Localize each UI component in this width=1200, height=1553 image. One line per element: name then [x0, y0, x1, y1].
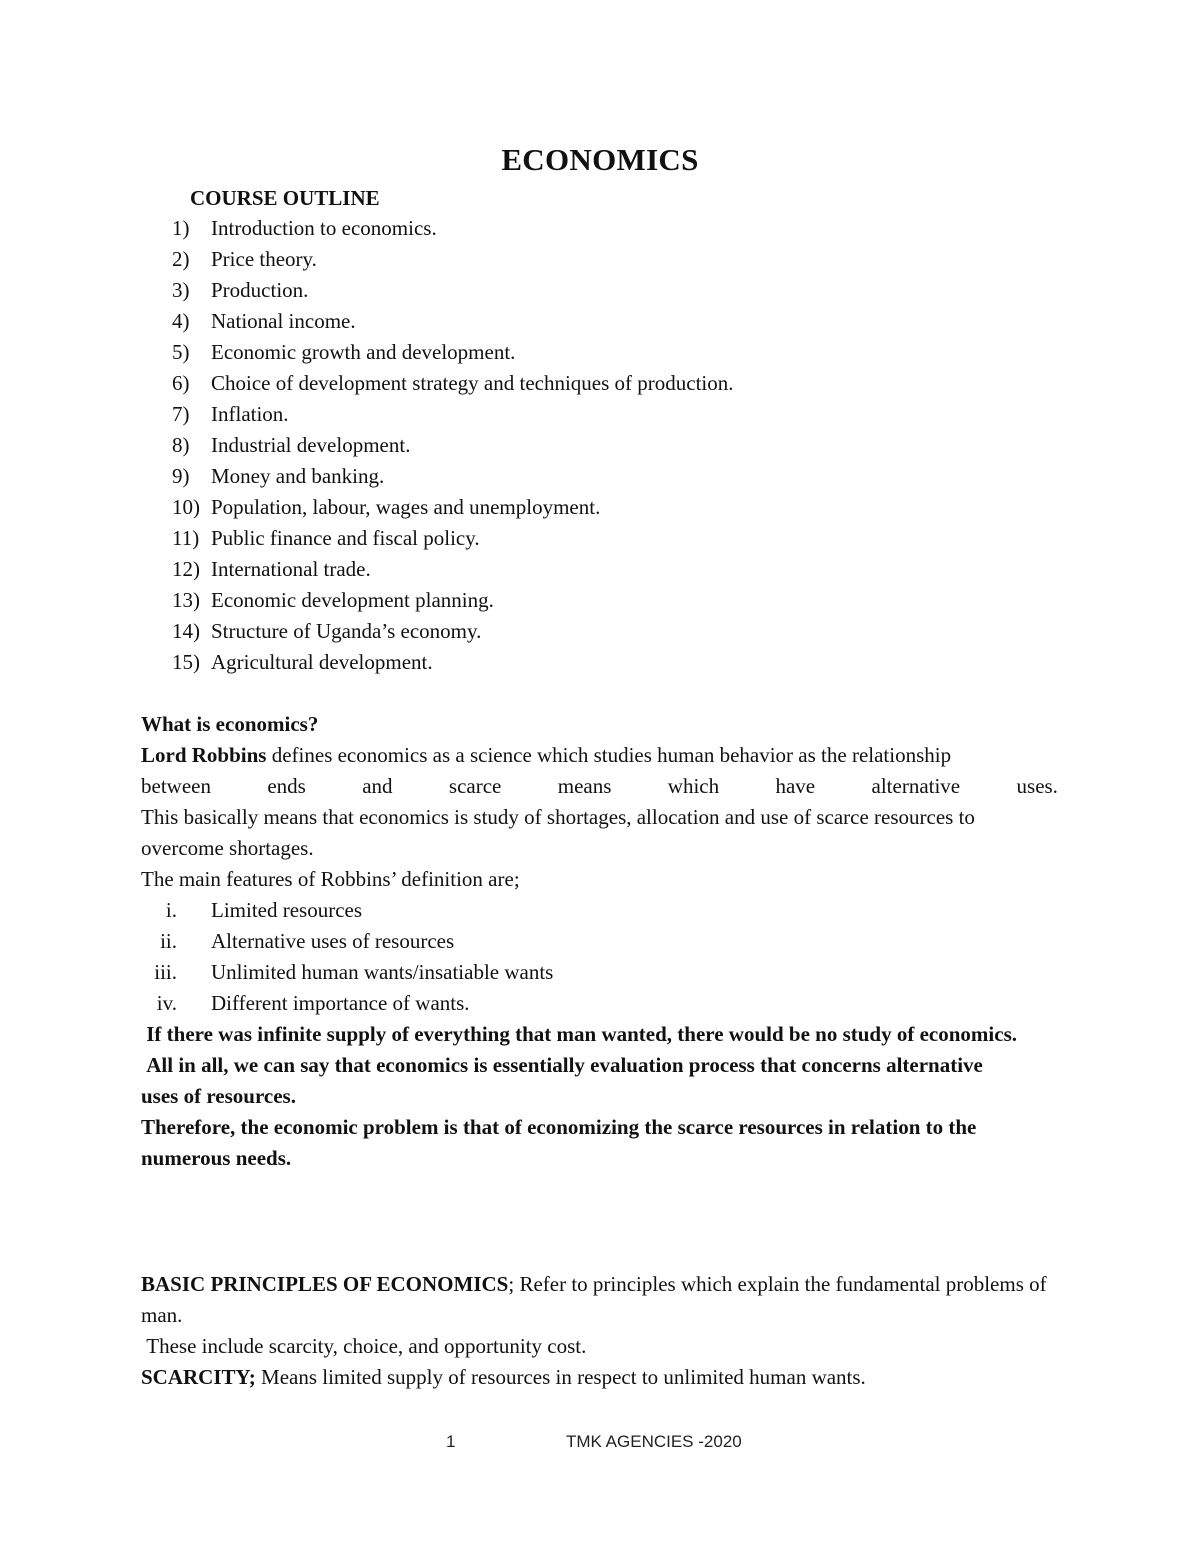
basic-principles-term: BASIC PRINCIPLES OF ECONOMICS [141, 1272, 509, 1296]
what-is-economics-section [141, 709, 1058, 1174]
list-item: 14) Structure of Uganda’s economy. [172, 619, 482, 643]
list-item: 1) Introduction to economics. [172, 216, 437, 240]
list-item: 2) Price theory. [172, 247, 317, 271]
document-title: ECONOMICS [501, 142, 699, 177]
basic-principles-section [141, 1269, 1058, 1393]
robbins-name: Lord Robbins [141, 743, 267, 767]
list-item: 6) Choice of development strategy and techniques of production. [172, 371, 734, 395]
list-item: i. Limited resources [165, 898, 363, 922]
list-item: ii. Alternative uses of resources [160, 929, 455, 953]
meaning-paragraph: This basically means that economics is study of shortages, allocation and use of scarce resources to overcome shortages. [141, 805, 975, 860]
footer-agency: TMK AGENCIES -2020 [566, 1432, 742, 1451]
list-item: iii. Unlimited human wants/insatiable wants [154, 960, 554, 984]
list-item: 3) Production. [172, 278, 309, 302]
robbins-definition-justified-line: between ends and scarce means which have alternative uses. [141, 774, 1058, 798]
list-item: 13) Economic development planning. [172, 588, 494, 612]
evaluation-process-statement: All in all, we can say that economics is essentially evaluation process that concerns alternative uses of resources. [141, 1053, 989, 1108]
list-item: 15) Agricultural development. [172, 650, 433, 674]
list-item: 7) Inflation. [172, 402, 289, 426]
features-intro: The main features of Robbins’ definition are; [141, 867, 520, 891]
principles-include: These include scarcity, choice, and opportunity cost. [141, 1334, 587, 1358]
page-footer [0, 1432, 1200, 1462]
course-outline-list [172, 213, 734, 678]
page-number: 1 [446, 1432, 456, 1451]
list-item: 12) International trade. [172, 557, 371, 581]
features-list [141, 895, 1058, 1019]
economic-problem-statement: Therefore, the economic problem is that of economizing the scarce resources in relation to the numerous needs. [141, 1115, 977, 1170]
scarcity-term: SCARCITY; [141, 1365, 256, 1389]
course-outline-heading: COURSE OUTLINE [190, 186, 380, 210]
list-item: 11) Public finance and fiscal policy. [172, 526, 480, 550]
list-item: 4) National income. [172, 309, 356, 333]
list-item: 8) Industrial development. [172, 433, 411, 457]
basic-principles-paragraph: BASIC PRINCIPLES OF ECONOMICS; Refer to principles which explain the fundamental problems of man. [141, 1272, 1047, 1327]
infinite-supply-statement: If there was infinite supply of everything that man wanted, there would be no study of economics. [141, 1022, 1017, 1046]
scarcity-paragraph: SCARCITY; Means limited supply of resources in respect to unlimited human wants. [141, 1365, 866, 1389]
list-item: 5) Economic growth and development. [172, 340, 516, 364]
list-item: 9) Money and banking. [172, 464, 385, 488]
list-item: 10) Population, labour, wages and unemployment. [172, 495, 601, 519]
list-item: iv. Different importance of wants. [156, 991, 470, 1015]
robbins-definition-line: Lord Robbins defines economics as a science which studies human behavior as the relationship [141, 743, 952, 767]
section-heading: What is economics? [141, 712, 319, 736]
